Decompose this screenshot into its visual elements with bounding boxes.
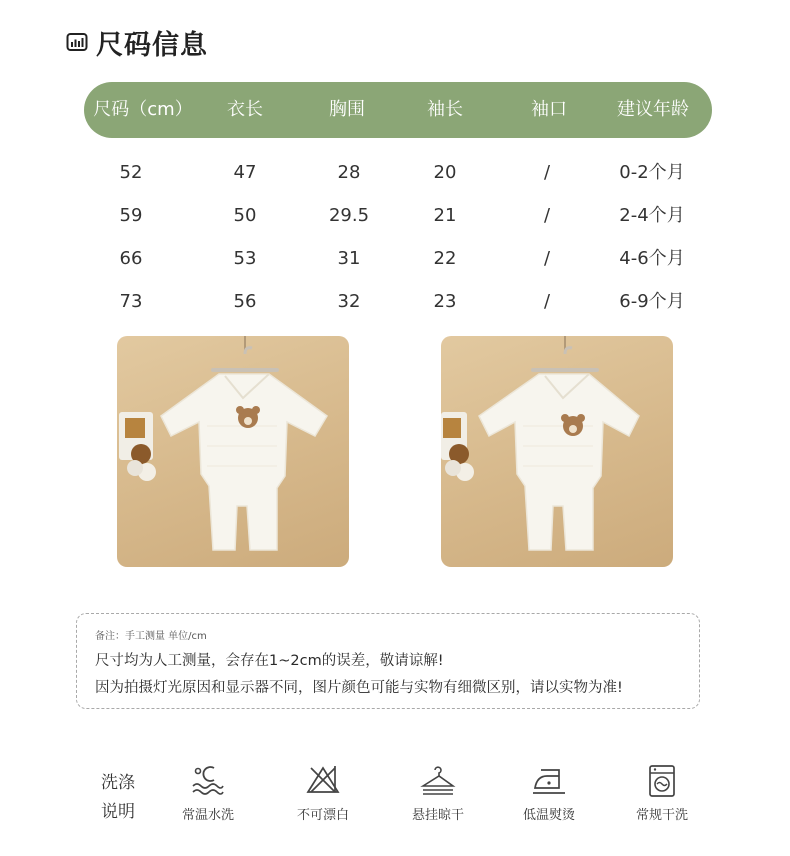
header-sleeve: 袖长 (427, 99, 463, 120)
care-item-low-iron (504, 764, 594, 826)
notes-line-1: 尺寸均为人工测量，会存在1~2cm的误差，敬请谅解! (95, 653, 444, 669)
cell-age: 6-9个月 (619, 291, 685, 312)
cell-sleeve: 22 (433, 248, 457, 269)
notes-caption: 备注：手工测量 单位/cm (95, 631, 207, 642)
size-table-header (84, 82, 712, 138)
cell-age: 2-4个月 (619, 205, 685, 226)
cell-cuff: / (543, 248, 551, 269)
cell-length: 50 (233, 205, 257, 226)
notes-box (76, 613, 700, 709)
cell-cuff: / (543, 205, 551, 226)
cell-size: 59 (119, 205, 143, 226)
cell-cuff: / (543, 162, 551, 183)
care-item-wash (163, 764, 253, 826)
care-item-label: 不可漂白 (296, 808, 349, 823)
header-cuff: 袖口 (531, 99, 567, 120)
no-bleach-icon (305, 764, 341, 798)
cell-chest: 32 (337, 291, 361, 312)
cell-sleeve: 21 (433, 205, 457, 226)
header-age: 建议年龄 (617, 99, 689, 120)
care-label-line-1: 洗涤 (101, 773, 135, 793)
cell-chest: 28 (337, 162, 361, 183)
cell-sleeve: 20 (433, 162, 457, 183)
cell-chest: 31 (337, 248, 361, 269)
care-label-line-2: 说明 (101, 802, 135, 822)
care-item-label: 低温熨烫 (522, 808, 575, 823)
care-item-label: 常温水洗 (181, 808, 234, 823)
cell-length: 56 (233, 291, 257, 312)
product-photo (117, 336, 349, 567)
care-item-no-bleach (278, 764, 368, 826)
hang-dry-icon (420, 764, 456, 798)
table-row (0, 201, 790, 231)
page-title: 尺码信息 (96, 29, 208, 61)
product-photo (441, 336, 673, 567)
table-row (0, 287, 790, 317)
cell-sleeve: 23 (433, 291, 457, 312)
wash-normal-icon (190, 764, 226, 798)
care-item-label: 悬挂晾干 (411, 808, 464, 823)
header-length: 衣长 (227, 99, 263, 120)
care-item-dry-clean (617, 764, 707, 826)
care-item-hang-dry (393, 764, 483, 826)
cell-size: 52 (119, 162, 143, 183)
romper-illustration (441, 336, 673, 567)
cell-cuff: / (543, 291, 551, 312)
low-iron-icon (531, 764, 567, 798)
table-row (0, 158, 790, 188)
header-chest: 胸围 (329, 99, 365, 120)
bar-chart-icon (66, 31, 88, 53)
notes-line-2: 因为拍摄灯光原因和显示器不同，图片颜色可能与实物有细微区别，请以实物为准! (95, 680, 623, 696)
cell-size: 66 (119, 248, 143, 269)
cell-length: 47 (233, 162, 257, 183)
section-title (66, 22, 208, 62)
cell-age: 4-6个月 (619, 248, 685, 269)
dry-clean-icon (644, 764, 680, 798)
cell-size: 73 (119, 291, 143, 312)
cell-length: 53 (233, 248, 257, 269)
care-item-label: 常规干洗 (635, 808, 688, 823)
cell-age: 0-2个月 (619, 162, 685, 183)
header-size: 尺码（cm） (93, 99, 193, 120)
table-row (0, 244, 790, 274)
cell-chest: 29.5 (328, 205, 370, 226)
romper-illustration (117, 336, 349, 567)
